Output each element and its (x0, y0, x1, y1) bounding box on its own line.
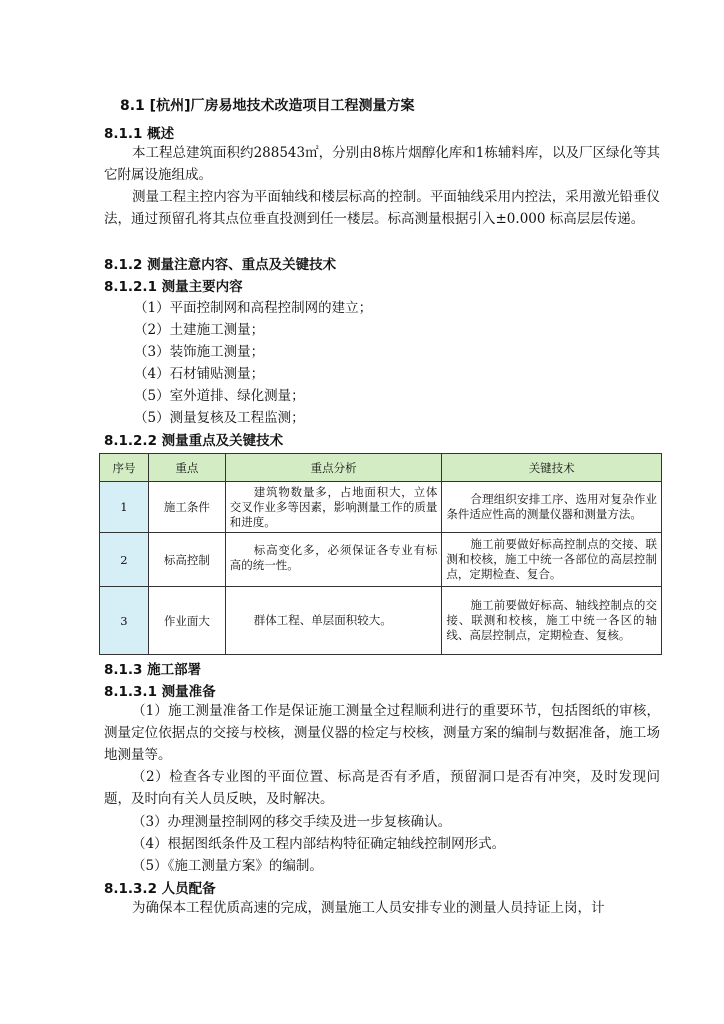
section-8-1-2-heading: 8.1.2 测量注意内容、重点及关键技术 (104, 257, 337, 273)
overview-paragraph-2: 测量工程主控内容为平面轴线和楼层标高的控制。平面轴线采用内控法，采用激光铅垂仪法，通过预留孔将其点位垂直投测到任一楼层。标高测量根据引入±0.000 标高层层传递。 (104, 189, 660, 227)
row-focus: 标高控制 (148, 533, 225, 587)
row-analysis: 群体工程、单层面积较大。 (225, 587, 442, 655)
row-tech: 合理组织安排工序、选用对复杂作业条件适应性高的测量仪器和测量方法。 (442, 482, 662, 533)
section-8-1-2-1-heading: 8.1.2.1 测量主要内容 (104, 279, 243, 295)
row-analysis: 建筑物数量多，占地面积大，立体交叉作业多等因素，影响测量工作的质量和进度。 (225, 482, 442, 533)
row-focus: 施工条件 (148, 482, 225, 533)
table-row (100, 587, 662, 655)
row-no: 2 (100, 533, 149, 587)
prep-paragraph-4: （4）根据图纸条件及工程内部结构特征确定轴线控制网形式。 (132, 836, 506, 852)
prep-paragraph-2: （2）检查各专业图的平面位置、标高是否有矛盾，预留洞口是否有冲突，及时发现问题，及时向有关人员反映，及时解决。 (104, 769, 660, 807)
row-no: 1 (100, 482, 149, 533)
row-tech: 施工前要做好标高控制点的交接、联测和校核，施工中统一各部位的高层控制点，定期检查、复合。 (442, 533, 662, 587)
section-8-1-2-2-heading: 8.1.2.2 测量重点及关键技术 (104, 433, 284, 449)
section-8-1-3-heading: 8.1.3 施工部署 (104, 662, 202, 678)
staffing-paragraph: 为确保本工程优质高速的完成，测量施工人员安排专业的测量人员持证上岗，计 (132, 900, 605, 916)
header-tech: 关键技术 (442, 454, 662, 482)
table-header-row (100, 454, 662, 482)
row-no: 3 (100, 587, 149, 655)
content-item-2: （2）土建施工测量； (134, 322, 265, 338)
row-tech: 施工前要做好标高、轴线控制点的交接、联测和校核，施工中统一各区的轴线、高层控制点，定期检查、复核。 (442, 587, 662, 655)
row-analysis: 标高变化多，必须保证各专业有标高的统一性。 (225, 533, 442, 587)
table-row (100, 533, 662, 587)
prep-paragraph-3: （3）办理测量控制网的移交手续及进一步复核确认。 (132, 814, 452, 830)
table-row (100, 482, 662, 533)
content-item-4: （4）石材铺贴测量； (134, 366, 265, 382)
prep-paragraph-5: （5）《施工测量方案》的编制。 (132, 858, 323, 874)
content-item-5: （5）室外道排、绿化测量； (134, 388, 305, 404)
section-8-1-1-heading: 8.1.1 概述 (104, 126, 175, 142)
key-points-table (99, 453, 662, 655)
content-item-6: （5）测量复核及工程监测； (134, 410, 305, 426)
overview-paragraph-1: 本工程总建筑面积约288543㎡，分别由8栋片烟醇化库和1栋辅料库，以及厂区绿化等其它附属设施组成。 (104, 145, 660, 183)
header-focus: 重点 (148, 454, 225, 482)
content-item-3: （3）装饰施工测量； (134, 344, 265, 360)
document-title: 8.1 [杭州]厂房易地技术改造项目工程测量方案 (120, 98, 415, 114)
content-item-1: （1）平面控制网和高程控制网的建立； (134, 300, 373, 316)
row-focus: 作业面大 (148, 587, 225, 655)
header-analysis: 重点分析 (225, 454, 442, 482)
prep-paragraph-1: （1）施工测量准备工作是保证施工测量全过程顺利进行的重要环节，包括图纸的审核，测量定位依据点的交接与校核，测量仪器的检定与校核，测量方案的编制与数据准备，施工场地测量等。 (104, 703, 660, 763)
section-8-1-3-2-heading: 8.1.3.2 人员配备 (104, 881, 216, 897)
header-no: 序号 (100, 454, 149, 482)
section-8-1-3-1-heading: 8.1.3.1 测量准备 (104, 684, 216, 700)
